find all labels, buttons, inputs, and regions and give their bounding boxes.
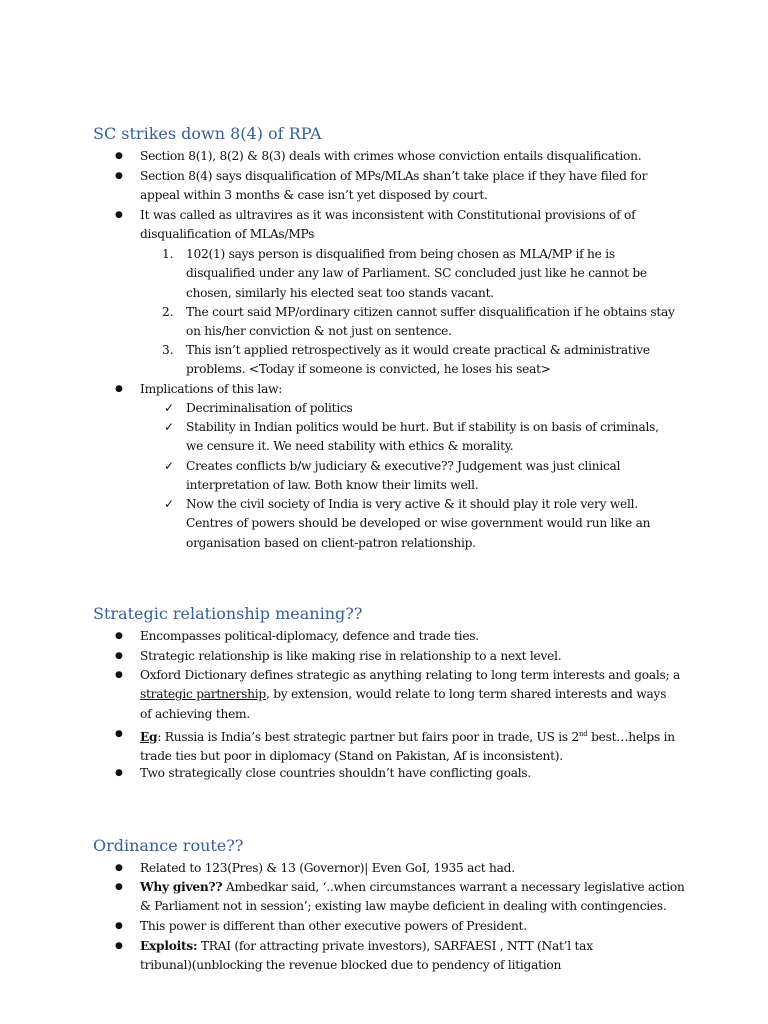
bullet-icon: ● [115,210,123,220]
list-number: 1. [162,247,174,261]
bullet-text: Why given?? Ambedkar said, ‘..when circumstances warrant a necessary legislative action & Parliament not in session’; existing law maybe deficient in dealing with contingencies. [140,880,685,914]
check-text: Creates conflicts b/w judiciary & executive?? Judgement was just clinical interpretation of law. Both know their limits well. [186,459,621,493]
check-icon: ✓ [164,401,175,415]
bullet-icon: ● [115,384,123,394]
exploits-label: Exploits: [140,939,198,953]
bullet-text: Section 8(1), 8(2) & 8(3) deals with crimes whose conviction entails disqualification. [140,149,642,163]
bullet-text: Two strategically close countries shouldn’t have conflicting goals. [140,766,531,780]
bullet-text: Section 8(4) says disqualification of MPs/MLAs shan’t take place if they have filed for appeal within 3 months & case isn’t yet disposed by court. [140,169,648,203]
bullet-text: This power is different than other executive powers of President. [140,919,527,933]
eg-label: Eg [140,730,158,745]
bullet-icon: ● [115,670,123,680]
bullet-icon: ● [115,921,123,931]
section-heading-ordinance: Ordinance route?? [93,836,244,855]
bullet-icon: ● [115,171,123,181]
bullet-text: Related to 123(Pres) & 13 (Governor)| Even GoI, 1935 act had. [140,861,515,875]
list-number: 3. [162,343,174,357]
bullet-icon: ● [115,151,123,161]
why-given-label: Why given?? [140,880,223,894]
bullet-icon: ● [115,882,123,892]
numbered-text: The court said MP/ordinary citizen cannot suffer disqualification if he obtains stay on his/her conviction & not just on sentence. [186,305,675,339]
bullet-icon: ● [115,768,123,778]
check-icon: ✓ [164,420,175,434]
numbered-text: This isn’t applied retrospectively as it would create practical & administrative problems. <Today if someone is convicted, he loses his seat> [186,343,650,377]
check-text: Decriminalisation of politics [186,401,353,415]
check-icon: ✓ [164,459,175,473]
bullet-text: Strategic relationship is like making rise in relationship to a next level. [140,649,562,663]
bullet-text: Implications of this law: [140,382,283,396]
bullet-icon: ● [115,729,123,739]
check-text: Now the civil society of India is very active & it should play it role very well. Centres of powers should be developed or wise government would run like an organisation based on client-patron relationship. [186,497,651,550]
check-icon: ✓ [164,497,175,511]
bullet-text: Encompasses political-diplomacy, defence and trade ties. [140,629,479,643]
bullet-text: Exploits: TRAI (for attracting private investors), SARFAESI , NTT (Nat’l tax tribunal)(unblocking the revenue blocked due to pendency of litigation [140,939,593,973]
bullet-icon: ● [115,651,123,661]
bullet-icon: ● [115,941,123,951]
numbered-text: 102(1) says person is disqualified from being chosen as MLA/MP if he is disqualified under any law of Parliament. SC concluded just like he cannot be chosen, similarly his elected seat too stands vacant. [186,247,647,300]
bullet-text: It was called as ultravires as it was inconsistent with Constitutional provisions of of disqualification of MLAs/MPs [140,208,636,242]
strategic-partnership-term: strategic partnership [140,687,266,702]
bullet-text: Eg: Russia is India’s best strategic partner but fairs poor in trade, US is 2nd best…helps in trade ties but poor in diplomacy (Stand on Pakistan, Af is inconsistent). [140,730,675,764]
check-text: Stability in Indian politics would be hurt. But if stability is on basis of criminals, we censure it. We need stability with ethics & morality. [186,420,659,454]
section-heading-strategic: Strategic relationship meaning?? [93,604,363,623]
bullet-text: Oxford Dictionary defines strategic as anything relating to long term interests and goals; a strategic partnership, by extension, would relate to long term shared interests and ways of achieving them. [140,668,681,721]
bullet-icon: ● [115,863,123,873]
list-number: 2. [162,305,174,319]
bullet-icon: ● [115,631,123,641]
section-heading-rpa: SC strikes down 8(4) of RPA [93,124,322,143]
